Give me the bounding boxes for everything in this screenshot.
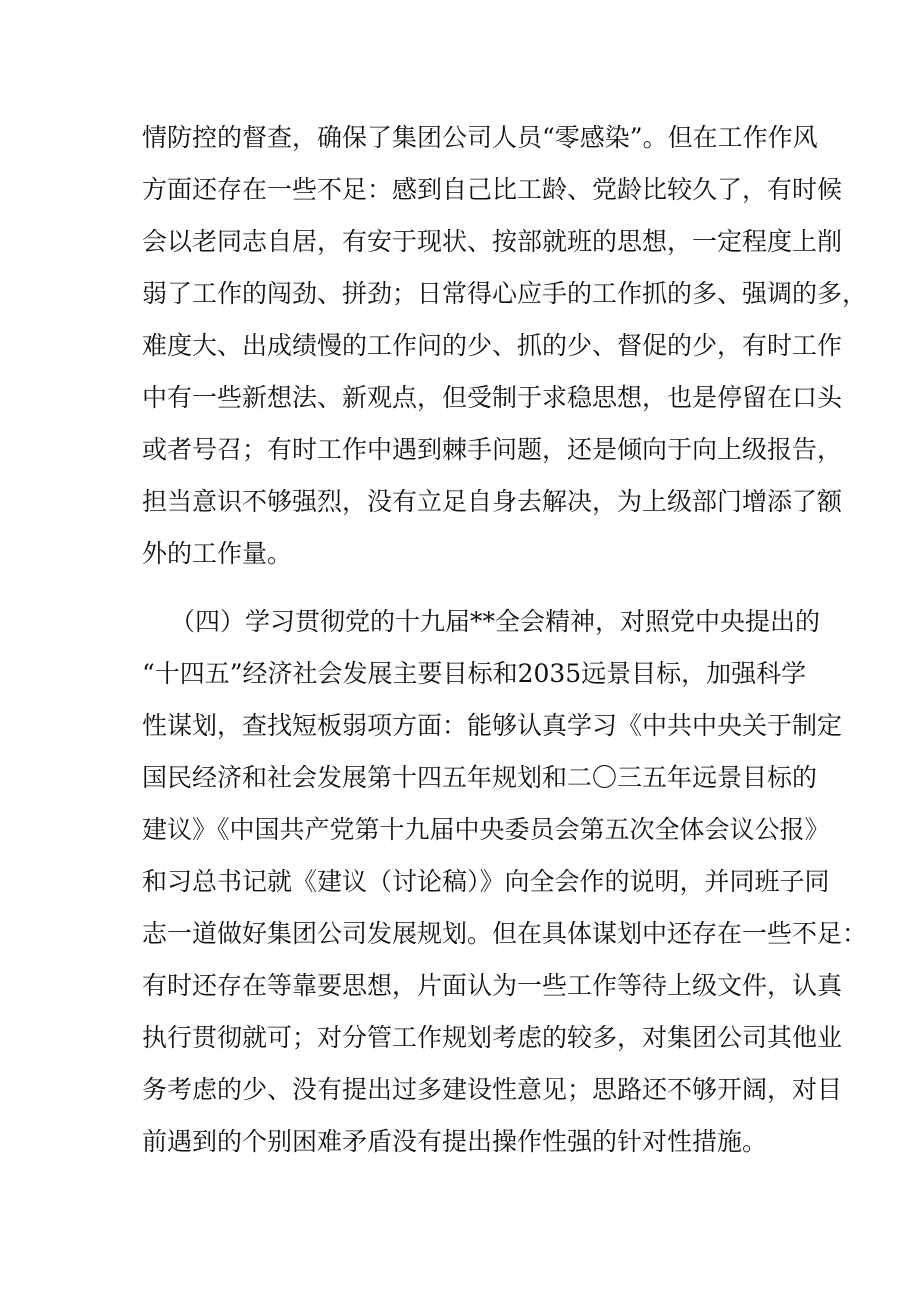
- paragraph-line: 前遇到的个别困难矛盾没有提出操作性强的针对性措施。: [142, 1127, 768, 1156]
- paragraph-line: 国民经济和社会发展第十四五年规划和二〇三五年远景目标的: [142, 763, 818, 792]
- paragraph-line: 外的工作量。: [142, 539, 293, 568]
- paragraph-line: 情防控的督查，确保了集团公司人员“零感染”。但在工作作风: [142, 123, 818, 152]
- paragraph-line: 有时还存在等靠要思想，片面认为一些工作等待上级文件，认真: [142, 971, 843, 1000]
- paragraph-line: 性谋划，查找短板弱项方面：能够认真学习《中共中央关于制定: [142, 711, 843, 740]
- paragraph-line: 弱了工作的闯劲、拼劲；日常得心应手的工作抓的多、强调的多，: [142, 279, 868, 308]
- paragraph-line: 执行贯彻就可；对分管工作规划考虑的较多，对集团公司其他业: [142, 1023, 843, 1052]
- paragraph-line: “十四五”经济社会发展主要目标和2035远景目标，加强科学: [142, 659, 807, 688]
- paragraph-line: 担当意识不够强烈，没有立足自身去解决，为上级部门增添了额: [142, 487, 843, 516]
- paragraph-line: 和习总书记就《建议（讨论稿）》向全会作的说明，并同班子同: [142, 867, 830, 896]
- paragraph-line: 志一道做好集团公司发展规划。但在具体谋划中还存在一些不足：: [142, 919, 868, 948]
- paragraph-line: 难度大、出成绩慢的工作问的少、抓的少、督促的少，有时工作: [142, 331, 843, 360]
- paragraph-line: 建议》《中国共产党第十九届中央委员会第五次全体会议公报》: [142, 815, 830, 844]
- paragraph-line: 会以老同志自居，有安于现状、按部就班的思想，一定程度上削: [142, 227, 843, 256]
- paragraph-line: （四）学习贯彻党的十九届**全会精神，对照党中央提出的: [170, 607, 821, 636]
- paragraph-line: 务考虑的少、没有提出过多建设性意见；思路还不够开阔，对目: [142, 1075, 843, 1104]
- paragraph-line: 中有一些新想法、新观点，但受制于求稳思想，也是停留在口头: [142, 383, 843, 412]
- paragraph-line: 方面还存在一些不足：感到自己比工龄、党龄比较久了，有时候: [142, 175, 843, 204]
- paragraph-line: 或者号召；有时工作中遇到棘手问题，还是倾向于向上级报告，: [142, 435, 843, 464]
